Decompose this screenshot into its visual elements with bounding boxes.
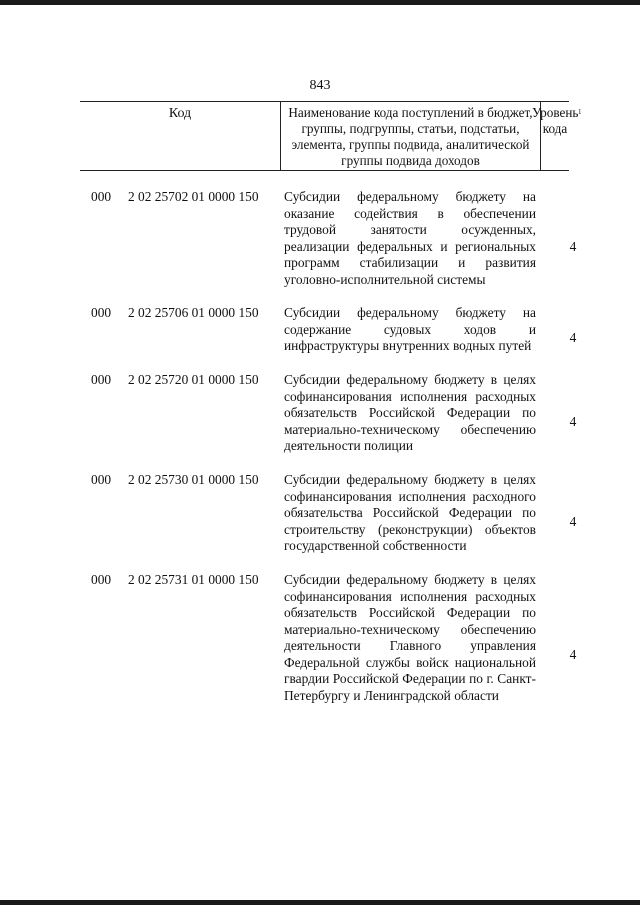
scan-border-top: [0, 0, 640, 5]
row-admin-code: 000: [91, 572, 112, 587]
row-level: 4: [569, 414, 577, 429]
page-number: 843: [309, 78, 331, 93]
row-name: Субсидии федеральному бюджету в целях софинансирования исполнения расходного обязательства Российской Федерации по строительству (реконструкции) объектов государственной собственности: [284, 472, 536, 553]
header-name: Наименование кода поступлений в бюджет, группы, подгруппы, статьи, подстатьи, элемента, группы подвида, аналитической группы подвида доходов: [288, 105, 533, 168]
row-admin-code: 000: [91, 305, 112, 320]
row-name: Субсидии федеральному бюджету на оказание содействия в обеспечении трудовой занятости осужденных, реализации федеральных и региональных программ стабилизации и развития уголовно-исполнительной системы: [284, 189, 536, 287]
row-level: 4: [569, 330, 577, 345]
row-revenue-code: 2 02 25731 01 0000 150: [128, 572, 259, 587]
row-revenue-code: 2 02 25720 01 0000 150: [128, 372, 259, 387]
row-admin-code: 000: [91, 189, 112, 204]
row-name: Субсидии федеральному бюджету на содержание судовых ходов и инфраструктуры внутренних водных путей: [284, 305, 536, 353]
row-admin-code: 000: [91, 472, 112, 487]
header-level-label: Уровень кода: [532, 105, 579, 136]
row-name: Субсидии федеральному бюджету в целях софинансирования исполнения расходных обязательств Российской Федерации по материально-техническому обеспечению деятельности Главного управления Федеральной службы войск национальной гвардии Российской Федерации по г. Санкт-Петербургу и Ленинградской области: [284, 572, 536, 703]
row-admin-code: 000: [91, 372, 112, 387]
table-header: [80, 101, 582, 171]
row-level: 4: [569, 647, 577, 662]
row-level: 4: [569, 239, 577, 254]
scan-border-bottom: [0, 900, 640, 905]
row-revenue-code: 2 02 25702 01 0000 150: [128, 189, 259, 204]
header-level-footnote: 1: [578, 108, 582, 116]
row-level: 4: [569, 514, 577, 529]
header-code: Код: [168, 106, 192, 121]
row-name: Субсидии федеральному бюджету в целях софинансирования исполнения расходных обязательств Российской Федерации по материально-техническому обеспечению деятельности полиции: [284, 372, 536, 453]
row-revenue-code: 2 02 25730 01 0000 150: [128, 472, 259, 487]
header-level: [532, 105, 582, 137]
row-revenue-code: 2 02 25706 01 0000 150: [128, 305, 259, 320]
